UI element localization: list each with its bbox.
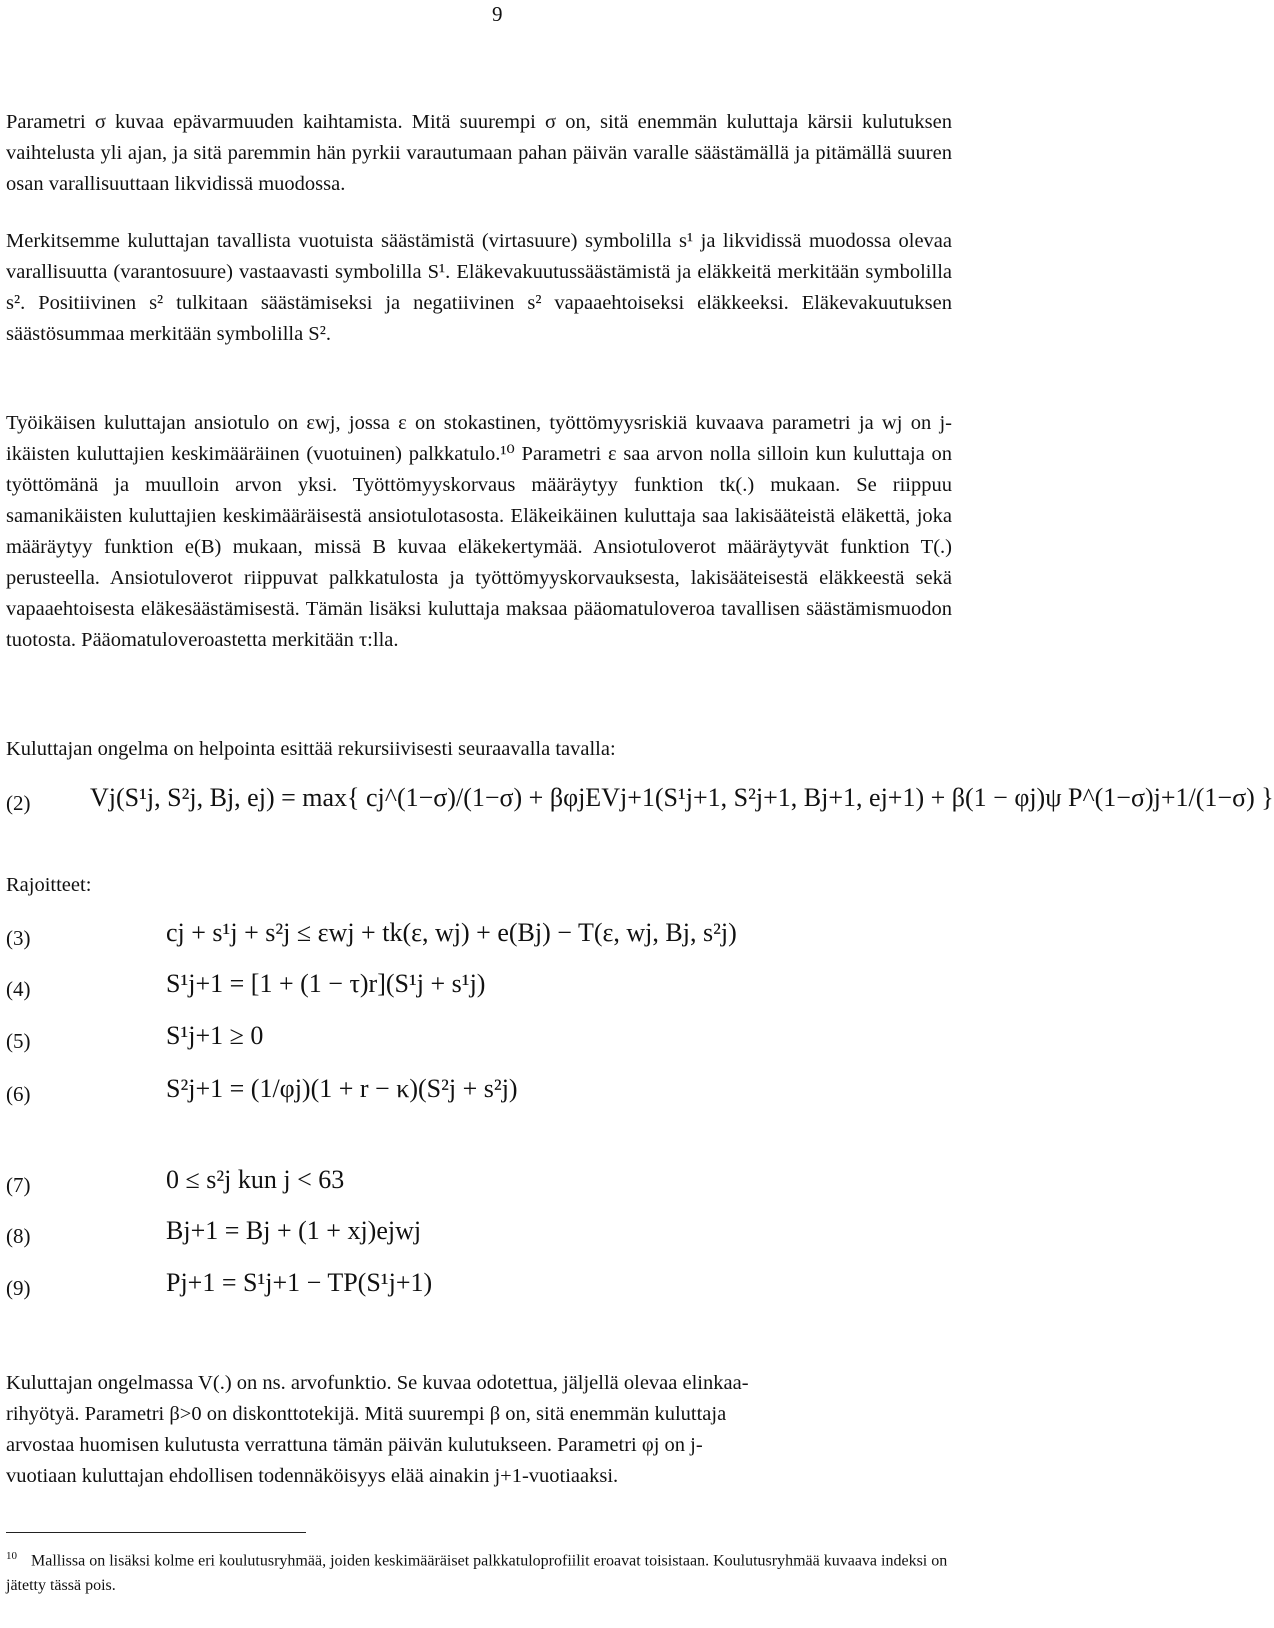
- equation-expression: Vj(S¹j, S²j, Bj, ej) = max{ cj^(1−σ)/(1−σ) + βφjEVj+1(S¹j+1, S²j+1, Bj+1, ej+1) + β(1 − φj)ψ P^(1−σ)j+1/(1−σ) }: [90, 783, 1274, 812]
- equation-5: [6, 1021, 952, 1081]
- paragraph-savings-symbols: Merkitsemme kuluttajan tavallista vuotuista säästämistä (virtasuure) symbolilla s¹ ja likvidissä muodossa olevaa varallisuutta (varantosuure) vastaavasti symbolilla S¹. Eläkevakuutussäästämistä ja eläkkeitä merkitään symbolilla s². Positiivinen s² tulkitaan säästämiseksi ja negatiivinen s² vapaaehtoiseksi eläkkeeksi. Eläkevakuutuksen säästösummaa merkitään symbolilla S².: [6, 230, 952, 345]
- equation-expression: Pj+1 = S¹j+1 − TP(S¹j+1): [166, 1268, 433, 1297]
- paragraph-income: Työikäisen kuluttajan ansiotulo on εwj, jossa ε on stokastinen, työttömyysriskiä kuvaava parametri ja wj on j-ikäisten kuluttajien keskimääräinen (vuotuinen) palkkatulo.¹⁰ Parametri ε saa arvon nolla silloin kun kuluttaja on työttömänä ja muulloin arvon yksi. Työttömyyskorvaus määräytyy funktion tk(.) mukaan. Se riippuu samanikäisten kuluttajien keskimääräisestä ansiotulotasosta. Eläkeikäinen kuluttaja saa lakisääteistä eläkettä, joka määräytyy funktion e(B) mukaan, missä B kuvaa eläkekertymää. Ansiotuloverot määräytyvät funktion T(.) perusteella. Ansiotuloverot riippuvat palkkatulosta ja työttömyyskorvauksesta, lakisääteisestä eläkkeestä sekä vapaaehtoisesta eläkesäästämisestä. Tämän lisäksi kuluttaja maksaa pääomatuloveroa tavallisen säästämismuodon tuotosta. Pääomatuloveroastetta merkitään τ:lla.: [6, 412, 952, 651]
- equation-number: (7): [6, 1173, 31, 1197]
- equation-number: (9): [6, 1276, 31, 1300]
- footnote-divider: [6, 1532, 306, 1533]
- equation-number: (3): [6, 926, 31, 950]
- equation-6: [6, 1074, 952, 1154]
- paragraph-constraints-heading: Rajoitteet:: [6, 874, 92, 896]
- paragraph-line: Kuluttajan ongelmassa V(.) on ns. arvofunktio. Se kuvaa odotettua, jäljellä olevaa elinkaa-: [6, 1372, 749, 1394]
- footnote-marker: 10: [6, 1550, 17, 1562]
- equation-number: (8): [6, 1224, 31, 1248]
- page-number: 9: [492, 2, 503, 26]
- equation-4: [6, 969, 952, 1029]
- equation-number: (5): [6, 1029, 31, 1053]
- paragraph-value-function: [6, 1368, 952, 1492]
- equation-expression: Bj+1 = Bj + (1 + xj)ejwj: [166, 1216, 422, 1245]
- equation-expression: S¹j+1 ≥ 0: [166, 1021, 264, 1050]
- paragraph-sigma: Parametri σ kuvaa epävarmuuden kaihtamista. Mitä suurempi σ on, sitä enemmän kuluttaja kärsii kulutuksen vaihtelusta yli ajan, ja sitä paremmin hän pyrkii varautumaan pahan päivän varalle säästämällä ja pitämällä suuren osan varallisuuttaan likvidissä muodossa.: [6, 111, 952, 195]
- equation-expression: 0 ≤ s²j kun j < 63: [166, 1165, 345, 1194]
- equation-2: [6, 783, 1274, 863]
- equation-expression: S¹j+1 = [1 + (1 − τ)r](S¹j + s¹j): [166, 969, 486, 998]
- paragraph-line: rihyötyä. Parametri β>0 on diskonttotekijä. Mitä suurempi β on, sitä enemmän kuluttaja: [6, 1403, 727, 1425]
- equation-number: (2): [6, 791, 31, 815]
- equation-expression: cj + s¹j + s²j ≤ εwj + tk(ε, wj) + e(Bj) − T(ε, wj, Bj, s²j): [166, 918, 737, 947]
- equation-expression: S²j+1 = (1/φj)(1 + r − κ)(S²j + s²j): [166, 1074, 518, 1103]
- equation-9: [6, 1268, 952, 1328]
- equation-number: (6): [6, 1082, 31, 1106]
- paragraph-line: vuotiaan kuluttajan ehdollisen todennäköisyys elää ainakin j+1-vuotiaaksi.: [6, 1465, 619, 1487]
- footnote: [6, 1544, 952, 1598]
- footnote-text: Mallissa on lisäksi kolme eri koulutusryhmää, joiden keskimääräiset palkkatuloprofiilit eroavat toisistaan. Koulutusryhmää kuvaava indeksi on jätetty tässä pois.: [6, 1552, 948, 1595]
- paragraph-recursive-intro: Kuluttajan ongelma on helpointa esittää rekursiivisesti seuraavalla tavalla:: [6, 738, 616, 760]
- equation-8: [6, 1216, 952, 1276]
- equation-number: (4): [6, 977, 31, 1001]
- paragraph-line: arvostaa huomisen kulutusta verrattuna tämän päivän kulutukseen. Parametri φj on j-: [6, 1434, 703, 1456]
